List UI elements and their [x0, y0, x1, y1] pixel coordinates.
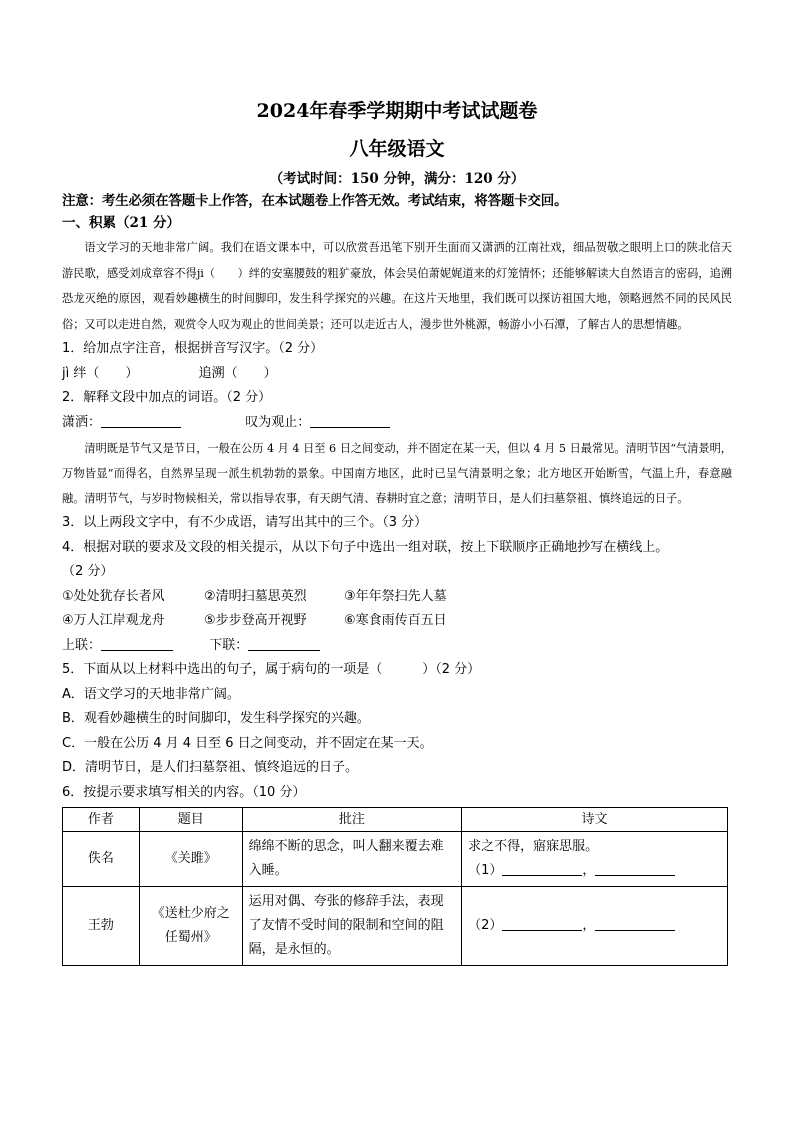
- question-4-score: （2 分）: [62, 564, 114, 579]
- couplet-option: ⑥寒食雨传百五日: [344, 613, 447, 628]
- exam-subtitle: 八年级语文: [349, 138, 445, 160]
- couplet-option: ③年年祭扫先人墓: [344, 588, 447, 604]
- question-4-stem: 4．根据对联的要求及文段的相关提示，从以下句子中选出一组对联，按上下联顺序正确地抄写在横线上。: [62, 539, 669, 555]
- answer-blank[interactable]: [310, 413, 390, 428]
- passage-1: 语文学习的天地非常广阔。我们在语文课本中，可以欣赏吾迅笔下别开生面而又潇洒的江南社戏，细品贺敬之眼明上口的陕北信天游民歌，感受刘成章容不得ji（ ）绊的安塞腰鼓的粗犷豪放，体会吴伯萧妮娓道来的灯笼情怀；还能够解读大自然语言的密码，追溯恐龙灭绝的原因，观看妙趣横生的时间脚印，发生科学探究的兴趣。在这片天地里，我们既可以探访祖国大地，领略迥然不同的民风民俗；又可以走进自然，观赏令人叹为观止的世间美景；还可以走近古人，漫步世外桃源，畅游小小石潭，了解古人的思想情趣。: [62, 241, 732, 331]
- couplet-option: ①处处犹存长者风: [62, 588, 165, 604]
- passage-2: 清明既是节气又是节日，一般在公历 4 月 4 日至 6 日之间变动，并不固定在某一天，但以 4 月 5 日最常见。清明节因“气清景明，万物皆显”而得名，自然界呈现一派生机勃勃的景象。中国南方地区，此时已呈气清景明之象；北方地区开始断雪，气温上升，春意融融。清明节气，与岁时物候相关，常以指导农事，有天朗气清、春耕时宜之意；清明节日，是人们扫墓祭祖、慎终追远的日子。: [62, 442, 732, 505]
- blank-index: （2）: [468, 918, 503, 933]
- couplet-option: ⑤步步登高开视野: [204, 613, 307, 628]
- question-5-option-a: A．语文学习的天地非常广阔。: [62, 686, 240, 702]
- table-cell-poem: [462, 832, 728, 887]
- question-2-items: [62, 411, 732, 436]
- table-cell-author: 佚名: [63, 832, 140, 887]
- exam-page: [62, 96, 732, 966]
- question-5-option-c: C．一般在公历 4 月 4 日至 6 日之间变动，并不固定在某一天。: [62, 735, 433, 751]
- answer-blank[interactable]: [502, 861, 582, 876]
- question-1-stem: 1．给加点字注音，根据拼音写汉字。（2 分）: [62, 341, 324, 356]
- table-cell-title: 《关雎》: [139, 832, 242, 887]
- blank-index: （1）: [468, 863, 503, 878]
- table-header: 批注: [242, 808, 461, 832]
- comma: ，: [582, 863, 596, 878]
- answer-blank[interactable]: [595, 861, 675, 876]
- section-heading: 一、积累（21 分）: [62, 215, 180, 231]
- question-4-options-row-1: [62, 585, 732, 610]
- table-header-row: [63, 808, 728, 832]
- table-cell-poem: [462, 887, 728, 966]
- answer-blank[interactable]: [101, 413, 181, 428]
- question-2-item-a: 潇洒：: [62, 414, 102, 430]
- couplet-option: ④万人江岸观龙舟: [62, 613, 165, 628]
- exam-notice: 注意：考生必须在答题卡上作答，在本试题卷上作答无效。考试结束，将答题卡交回。: [62, 193, 568, 209]
- table-cell-note: 运用对偶、夸张的修辞手法，表现了友情不受时间的限制和空间的阻隔，是永恒的。: [242, 887, 461, 966]
- table-header: 作者: [63, 808, 140, 832]
- table-row: [63, 832, 728, 887]
- answer-blank[interactable]: [502, 916, 582, 931]
- upper-couplet-blank[interactable]: [101, 636, 173, 651]
- table-header: 题目: [139, 808, 242, 832]
- question-5-score: ）（2 分）: [422, 662, 481, 677]
- question-1-items: [62, 362, 732, 387]
- answer-blank[interactable]: [595, 916, 675, 931]
- question-2-stem: 2．解释文段中加点的词语。（2 分）: [62, 390, 272, 405]
- exam-time-note: （考试时间：150 分钟，满分：120 分）: [269, 171, 525, 187]
- table-cell-note: 绵绵不断的思念，叫人翻来覆去难入睡。: [242, 832, 461, 887]
- question-1-item-a: jì 绊（ ）: [62, 365, 139, 381]
- question-3-stem: 3．以上两段文字中，有不少成语，请写出其中的三个。（3 分）: [62, 515, 428, 530]
- question-5-option-d: D．清明节日，是人们扫墓祭祖、慎终追远的日子。: [62, 760, 359, 775]
- poem-blank-line: [468, 914, 721, 938]
- couplet-option: ②清明扫墓思英烈: [204, 588, 307, 604]
- lower-couplet-blank[interactable]: [248, 636, 320, 651]
- upper-couplet-label: 上联：: [62, 637, 102, 653]
- question-5-stem-text: 5．下面从以上材料中选出的句子，属于病句的一项是（: [62, 662, 383, 677]
- lower-couplet-label: 下联：: [209, 637, 249, 653]
- exam-title: 2024年春季学期期中考试试题卷: [256, 100, 538, 122]
- table-cell-author: 王勃: [63, 887, 140, 966]
- table-row: [63, 887, 728, 966]
- poetry-table: [62, 807, 728, 966]
- poem-blank-line: [468, 859, 721, 883]
- question-4-answer-line: [62, 634, 732, 659]
- question-6-stem: 6．按提示要求填写相关的内容。（10 分）: [62, 784, 306, 800]
- question-1-item-b: 追溯（ ）: [198, 365, 277, 381]
- comma: ，: [582, 918, 596, 933]
- poem-line: 求之不得，寤寐思服。: [468, 839, 599, 854]
- table-header: 诗文: [462, 808, 728, 832]
- question-5-option-b: B．观看妙趣横生的时间脚印，发生科学探究的兴趣。: [62, 711, 370, 726]
- question-5-stem: [62, 658, 732, 683]
- question-4-options-row-2: [62, 609, 732, 634]
- table-cell-title: 《送杜少府之任蜀州》: [139, 887, 242, 966]
- question-2-item-b: 叹为观止：: [245, 414, 311, 430]
